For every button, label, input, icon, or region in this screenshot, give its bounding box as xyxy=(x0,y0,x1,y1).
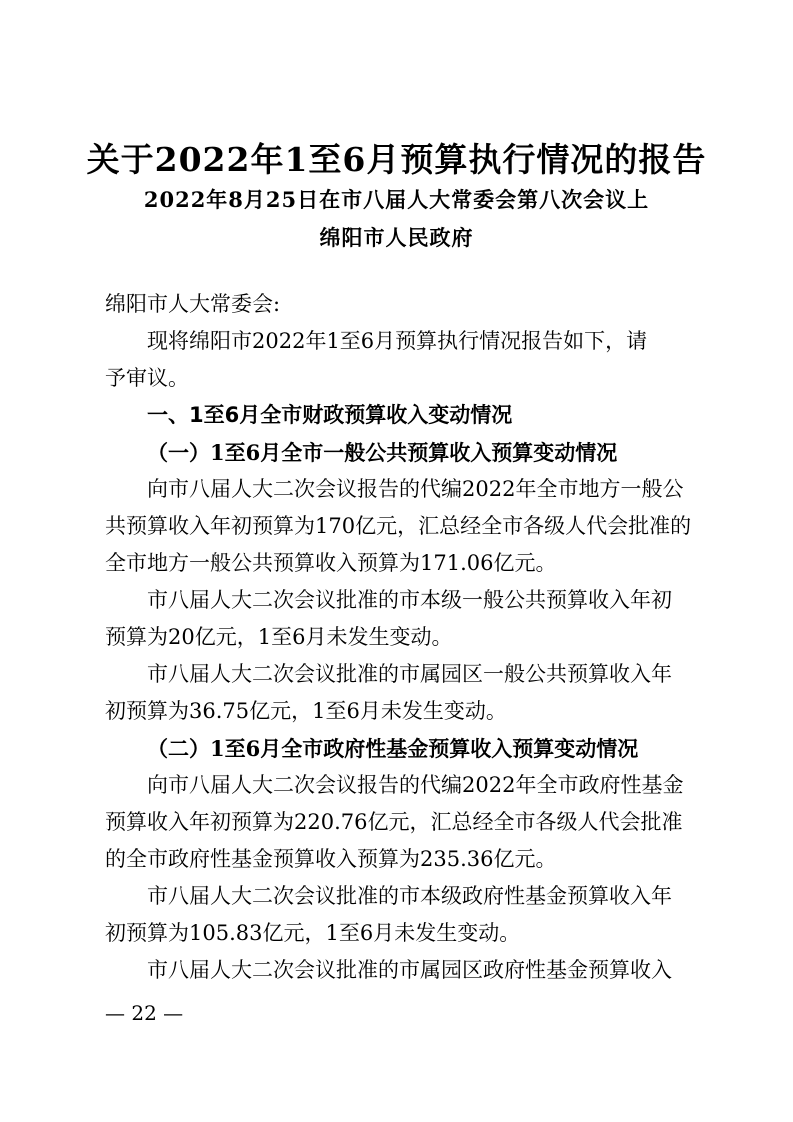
subsection-heading: （一）1至6月全市一般公共预算收入预算变动情况 xyxy=(147,440,618,465)
paragraph-line: 预算为20亿元，1至6月未发生变动。 xyxy=(105,625,453,649)
paragraph-line: 初预算为105.83亿元，1至6月未发生变动。 xyxy=(105,921,521,945)
paragraph-line: 现将绵阳市2022年1至6月预算执行情况报告如下，请 xyxy=(147,329,648,353)
paragraph-line: 的全市政府性基金预算收入预算为235.36亿元。 xyxy=(105,847,557,871)
subsection-heading: （二）1至6月全市政府性基金预算收入预算变动情况 xyxy=(147,736,639,761)
report-subtitle-meeting: 2022年8月25日在市八届人大常委会第八次会议上 xyxy=(143,187,650,212)
page-number: — 22 — xyxy=(105,1001,184,1025)
paragraph-line: 市八届人大二次会议批准的市属园区政府性基金预算收入 xyxy=(147,958,672,982)
paragraph-line: 向市八届人大二次会议报告的代编2022年全市地方一般公 xyxy=(147,477,684,501)
report-subtitle-author: 绵阳市人民政府 xyxy=(319,225,474,250)
salutation: 绵阳市人大常委会: xyxy=(105,292,281,316)
paragraph-line: 市八届人大二次会议批准的市本级政府性基金预算收入年 xyxy=(147,884,672,908)
paragraph-line: 预算收入年初预算为220.76亿元，汇总经全市各级人代会批准 xyxy=(105,810,683,834)
paragraph-line: 向市八届人大二次会议报告的代编2022年全市政府性基金 xyxy=(147,773,684,797)
report-title: 关于2022年1至6月预算执行情况的报告 xyxy=(86,140,707,179)
paragraph-line: 市八届人大二次会议批准的市属园区一般公共预算收入年 xyxy=(147,662,672,686)
section-heading: 一、1至6月全市财政预算收入变动情况 xyxy=(147,403,513,427)
paragraph-line: 初预算为36.75亿元，1至6月未发生变动。 xyxy=(105,699,507,723)
paragraph-line: 予审议。 xyxy=(105,366,189,390)
paragraph-line: 市八届人大二次会议批准的市本级一般公共预算收入年初 xyxy=(147,588,672,612)
report-body xyxy=(105,286,695,989)
paragraph-line: 全市地方一般公共预算收入预算为171.06亿元。 xyxy=(105,551,557,575)
paragraph-line: 共预算收入年初预算为170亿元，汇总经全市各级人代会批准的 xyxy=(105,514,692,538)
